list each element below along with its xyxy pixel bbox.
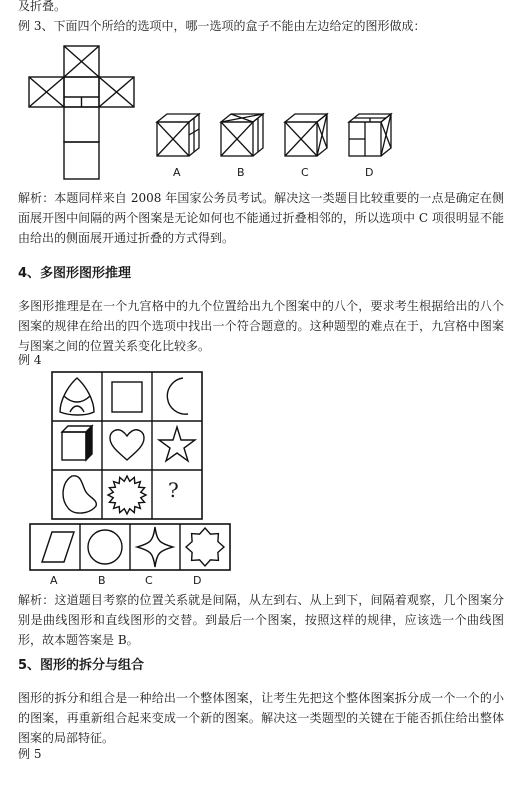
square-shape [112,382,142,412]
ex3-option-label-a: A [173,166,181,179]
burst-shape [108,476,146,514]
cube-b [221,114,263,156]
nine-grid-figure [50,370,205,522]
four-point-star-shape [137,527,173,567]
ex4-option-label-b: B [98,574,106,587]
section5-body: 图形的拆分和组合是一种给出一个整体图案，让考生先把这个整体图案拆分成一个一个的小的图案，再重新组合起来变成一个新的图案。解决这一类题型的关键在于能否抓住给出整体图案的局部特征。 [18,691,504,745]
section4-body: 多图形推理是在一个九宫格中的九个位置给出九个图案中的八个，要求考生根据给出的八个图案的规律在给出的四个选项中找出一个符合题意的。这种题型的难点在于，九宫格中图案与图案之间的位置关系变化比较多。 [18,299,504,353]
crescent-shape [167,378,188,414]
analysis-example3: 解析：本题同样来自 2008 年国家公务员考试。解决这一类题目比较重要的一点是确定在侧面展开图中间隔的两个图案是无论如何也不能通过折叠相邻的，所以选项中 C 项很明显不能由给出的侧面展开通过折叠的方式得到。 [18,191,504,245]
ex4-option-label-a: A [50,574,58,587]
ex3-option-label-b: B [237,166,245,179]
blob-shape [63,476,96,513]
cube-a [157,114,199,156]
heart-shape [110,430,144,460]
star-shape [159,427,195,461]
cube-shape [62,426,92,460]
cube-net-figure [28,44,143,184]
example4-label: 例 4 [18,353,42,367]
continued-text: 及折叠。 [18,0,67,13]
example5-label: 例 5 [18,747,42,761]
section4-heading: 4、多图形图形推理 [18,266,132,281]
circle-shape [88,530,122,564]
section5-heading: 5、图形的拆分与组合 [18,658,145,673]
ex4-option-label-c: C [145,574,153,587]
ex3-option-label-d: D [365,166,374,179]
cube-d [349,114,391,156]
knot-shape [60,378,94,415]
parallelogram-shape [42,532,74,562]
example3-question: 例 3、下面四个所给的选项中，哪一选项的盒子不能由左边给定的图形做成： [18,19,426,33]
ex4-option-label-d: D [193,574,202,587]
grid-question-mark: ? [168,478,179,502]
octagram-shape [186,528,224,566]
analysis-example4: 解析：这道题目考察的位置关系就是间隔，从左到右、从上到下，间隔着观察，几个图案分别是曲线图形和直线图形的交替。到最后一个图案，按照这样的规律，应该选一个曲线图形，故本题答案是 B。 [18,593,504,647]
cube-options-figure [155,112,395,160]
ex4-options-figure [28,522,233,574]
ex3-option-label-c: C [301,166,309,179]
cube-c [285,114,327,156]
